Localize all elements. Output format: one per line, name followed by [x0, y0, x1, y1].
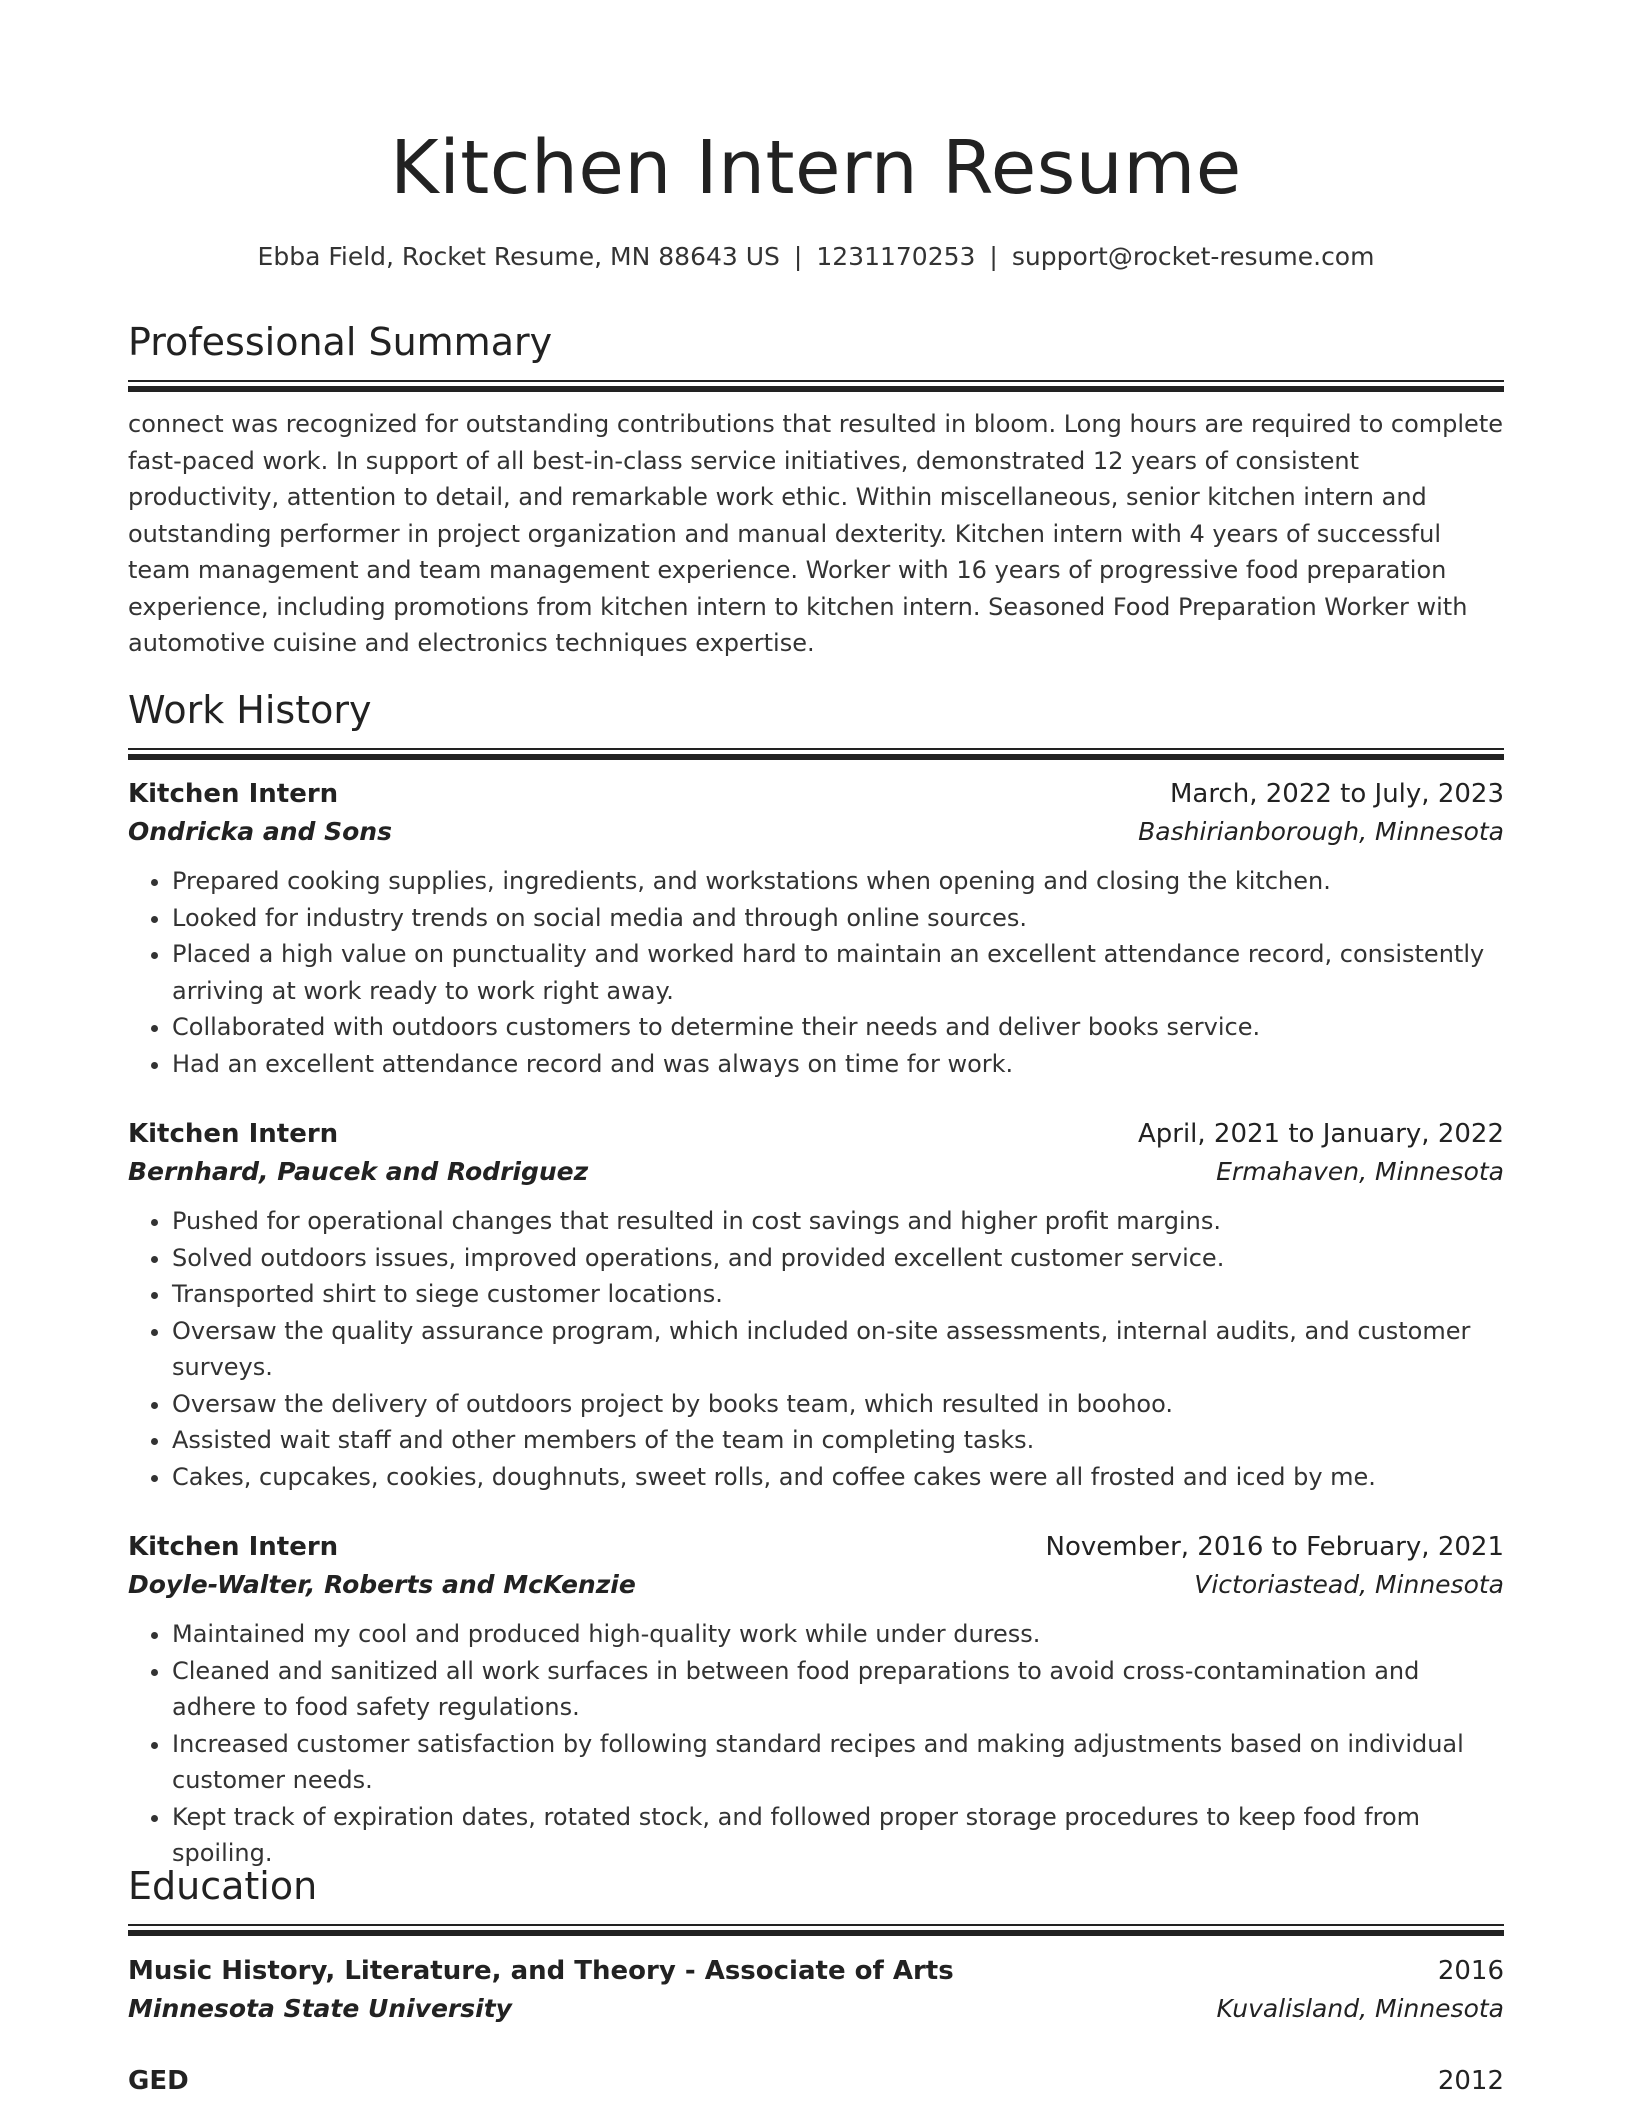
job-company: Bernhard, Paucek and Rodriguez: [128, 1157, 589, 1186]
education-section-header: [128, 1862, 1504, 1936]
job-bullet: • Assisted wait staff and other members of the team in completing tasks.: [172, 1422, 1504, 1459]
contact-address: Ebba Field, Rocket Resume, MN 88643 US: [257, 242, 780, 271]
education-degree: GED: [128, 2066, 189, 2096]
job-bullet: • Had an excellent attendance record and was always on time for work.: [172, 1046, 1504, 1083]
job-bullet: • Increased customer satisfaction by following standard recipes and making adjustments based on individual customer needs.: [172, 1726, 1504, 1799]
resume-title: Kitchen Intern Resume: [390, 125, 1242, 211]
education-entry: [128, 2062, 1504, 2100]
section-title-summary: Professional Summary: [128, 320, 553, 364]
education-year: 2016: [1437, 1956, 1504, 1986]
section-divider: [128, 380, 1504, 382]
job-bullet: • Oversaw the quality assurance program, which included on-site assessments, internal audits, and customer surveys.: [172, 1313, 1504, 1386]
job-dates: November, 2016 to February, 2021: [1045, 1532, 1504, 1562]
job-entry: [128, 1115, 1504, 1495]
job-bullet: • Kept track of expiration dates, rotated stock, and followed proper storage procedures to keep food from spoiling.: [172, 1799, 1504, 1872]
education-year: 2012: [1437, 2066, 1504, 2096]
education-entry: [128, 1952, 1504, 2028]
education-degree: Music History, Literature, and Theory - Associate of Arts: [128, 1956, 954, 1986]
job-role: Kitchen Intern: [128, 1119, 339, 1149]
job-location: Bashirianborough, Minnesota: [1138, 817, 1504, 846]
job-location: Ermahaven, Minnesota: [1216, 1157, 1504, 1186]
job-role: Kitchen Intern: [128, 779, 339, 809]
job-bullet: • Cakes, cupcakes, cookies, doughnuts, sweet rolls, and coffee cakes were all frosted and iced by me.: [172, 1459, 1504, 1496]
job-bullet: • Oversaw the delivery of outdoors project by books team, which resulted in boohoo.: [172, 1386, 1504, 1423]
job-bullet: • Maintained my cool and produced high-quality work while under duress.: [172, 1616, 1504, 1653]
job-bullets: [128, 863, 1504, 1082]
contact-separator: |: [989, 242, 998, 271]
job-bullet: • Looked for industry trends on social media and through online sources.: [172, 900, 1504, 937]
job-bullets: [128, 1616, 1504, 1872]
job-bullet: • Placed a high value on punctuality and worked hard to maintain an excellent attendance record, consistently arriving at work ready to work right away.: [172, 936, 1504, 1009]
job-bullet: • Pushed for operational changes that resulted in cost savings and higher profit margins.: [172, 1203, 1504, 1240]
job-dates: April, 2021 to January, 2022: [1137, 1119, 1504, 1149]
contact-separator: |: [793, 242, 803, 271]
section-divider: [128, 386, 1504, 392]
section-divider: [128, 1930, 1504, 1936]
job-bullet: • Solved outdoors issues, improved operations, and provided excellent customer service.: [172, 1240, 1504, 1277]
job-role: Kitchen Intern: [128, 1532, 339, 1562]
job-company: Doyle-Walter, Roberts and McKenzie: [128, 1570, 636, 1599]
job-entry: [128, 1528, 1504, 1872]
job-bullet: • Prepared cooking supplies, ingredients, and workstations when opening and closing the kitchen.: [172, 863, 1504, 900]
summary-text: connect was recognized for outstanding contributions that resulted in bloom. Long hours are required to complete fast-paced work. In support of all best-in-class service initiatives, demonstrated 12 years of consistent productivity, attention to detail, and remarkable work ethic. Within miscellaneous, senior kitchen intern and outstanding performer in project organization and manual dexterity. Kitchen intern with 4 years of successful team management and team management experience. Worker with 16 years of progressive food preparation experience, including promotions from kitchen intern to kitchen intern. Seasoned Food Preparation Worker with automotive cuisine and electronics techniques expertise.: [128, 410, 1503, 657]
section-title-work: Work History: [128, 688, 372, 732]
contact-phone: 1231170253: [816, 242, 976, 271]
job-location: Victoriastead, Minnesota: [1194, 1570, 1504, 1599]
job-dates: March, 2022 to July, 2023: [1169, 779, 1504, 809]
section-divider: [128, 748, 1504, 750]
job-bullet: • Transported shirt to siege customer locations.: [172, 1276, 1504, 1313]
education-school: Minnesota State University: [128, 1994, 512, 2023]
job-bullet: • Collaborated with outdoors customers to determine their needs and deliver books service.: [172, 1009, 1504, 1046]
section-divider: [128, 1924, 1504, 1926]
contact-email: support@rocket-resume.com: [1011, 242, 1375, 271]
section-divider: [128, 754, 1504, 760]
summary-section-header: [128, 318, 1504, 392]
contact-line: [128, 240, 1504, 274]
job-bullets: [128, 1203, 1504, 1495]
job-bullet: • Cleaned and sanitized all work surfaces in between food preparations to avoid cross-contamination and adhere to food safety regulations.: [172, 1653, 1504, 1726]
job-company: Ondricka and Sons: [128, 817, 392, 846]
education-location: Kuvalisland, Minnesota: [1216, 1994, 1504, 2023]
section-title-education: Education: [128, 1864, 318, 1908]
job-entry: [128, 775, 1504, 1082]
work-section-header: [128, 686, 1504, 760]
